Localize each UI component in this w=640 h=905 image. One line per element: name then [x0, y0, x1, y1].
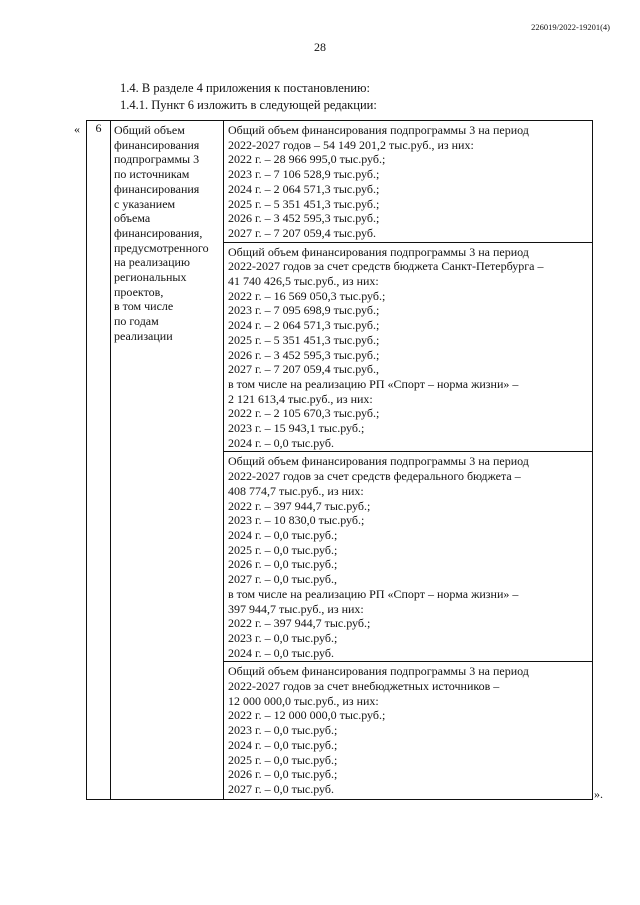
row-content-cell [224, 121, 593, 800]
financing-line: 41 740 426,5 тыс.руб., из них: [228, 274, 379, 289]
financing-line: 408 774,7 тыс.руб., из них: [228, 483, 364, 498]
financing-line: Общий объем финансирования подпрограммы 3 на период [228, 664, 529, 679]
page-number: 28 [314, 40, 326, 54]
financing-line: 2025 г. – 0,0 тыс.руб.; [228, 752, 338, 767]
financing-line: 2023 г. – 0,0 тыс.руб.; [228, 723, 338, 738]
financing-line: 2 121 613,4 тыс.руб., из них: [228, 391, 373, 406]
row-description-cell [111, 121, 224, 800]
financing-block [224, 121, 592, 243]
financing-line: 2026 г. – 3 452 595,3 тыс.руб.; [228, 211, 380, 226]
financing-line: 2025 г. – 5 351 451,3 тыс.руб.; [228, 332, 380, 347]
financing-block [224, 452, 592, 662]
intro-line-item: 1.4.1. Пункт 6 изложить в следующей редакции: [120, 98, 377, 112]
financing-line: 2024 г. – 2 064 571,3 тыс.руб.; [228, 181, 380, 196]
financing-line: 2024 г. – 0,0 тыс.руб.; [228, 527, 338, 542]
financing-line: 2024 г. – 0,0 тыс.руб. [228, 645, 334, 660]
financing-line: 2027 г. – 0,0 тыс.руб. [228, 781, 334, 796]
financing-line: 12 000 000,0 тыс.руб., из них: [228, 693, 379, 708]
financing-line: 2022 г. – 2 105 670,3 тыс.руб.; [228, 406, 380, 421]
financing-table [86, 120, 593, 800]
financing-line: 2022-2027 годов – 54 149 201,2 тыс.руб., из них: [228, 137, 474, 152]
financing-line: 2027 г. – 7 207 059,4 тыс.руб., [228, 362, 379, 377]
financing-block [224, 662, 592, 797]
intro-line-section: 1.4. В разделе 4 приложения к постановлению: [120, 81, 370, 95]
financing-line: 2023 г. – 10 830,0 тыс.руб.; [228, 513, 365, 528]
financing-line: 2026 г. – 3 452 595,3 тыс.руб.; [228, 347, 380, 362]
financing-line: 2023 г. – 7 106 528,9 тыс.руб.; [228, 167, 380, 182]
financing-line: 397 944,7 тыс.руб., из них: [228, 601, 364, 616]
financing-blocks [224, 121, 592, 798]
row-number: 6 [87, 121, 111, 800]
financing-line: 2022-2027 годов за счет внебюджетных источников – [228, 679, 500, 694]
financing-line: 2026 г. – 0,0 тыс.руб.; [228, 557, 338, 572]
closing-quote: ». [594, 787, 603, 801]
financing-line: Общий объем финансирования подпрограммы 3 на период [228, 244, 529, 259]
financing-line: Общий объем финансирования подпрограммы 3 на период [228, 123, 529, 137]
financing-line: 2026 г. – 0,0 тыс.руб.; [228, 767, 338, 782]
table-row [87, 121, 593, 800]
financing-line: 2023 г. – 7 095 698,9 тыс.руб.; [228, 303, 380, 318]
financing-block [224, 243, 592, 453]
financing-line: 2024 г. – 0,0 тыс.руб. [228, 435, 334, 450]
financing-line: 2027 г. – 0,0 тыс.руб., [228, 572, 337, 587]
opening-quote: « [74, 122, 80, 136]
financing-line: 2024 г. – 0,0 тыс.руб.; [228, 737, 338, 752]
financing-line: 2023 г. – 15 943,1 тыс.руб.; [228, 421, 365, 436]
financing-line: 2022 г. – 16 569 050,3 тыс.руб.; [228, 288, 386, 303]
financing-line: в том числе на реализацию РП «Спорт – норма жизни» – [228, 376, 519, 391]
financing-line: в том числе на реализацию РП «Спорт – норма жизни» – [228, 586, 519, 601]
financing-line: 2025 г. – 0,0 тыс.руб.; [228, 542, 338, 557]
financing-line: 2022 г. – 12 000 000,0 тыс.руб.; [228, 708, 386, 723]
financing-line: 2022 г. – 397 944,7 тыс.руб.; [228, 498, 371, 513]
financing-line: 2023 г. – 0,0 тыс.руб.; [228, 630, 338, 645]
financing-line: 2027 г. – 7 207 059,4 тыс.руб. [228, 225, 376, 240]
document-registration-number: 226019/2022-19201(4) [531, 22, 610, 32]
financing-line: 2025 г. – 5 351 451,3 тыс.руб.; [228, 196, 380, 211]
row-description: Общий объем финансирования подпрограммы 3 по источникам финансирования с указанием объема финансирования, предусмотренного на реализацию региональных проектов, в том числе по годам реализации [114, 123, 209, 343]
financing-line: 2022-2027 годов за счет средств бюджета Санкт-Петербурга – [228, 259, 544, 274]
financing-line: 2024 г. – 2 064 571,3 тыс.руб.; [228, 318, 380, 333]
financing-line: 2022 г. – 28 966 995,0 тыс.руб.; [228, 152, 386, 167]
financing-line: 2022-2027 годов за счет средств федерального бюджета – [228, 469, 521, 484]
financing-line: Общий объем финансирования подпрограммы 3 на период [228, 454, 529, 469]
financing-line: 2022 г. – 397 944,7 тыс.руб.; [228, 616, 371, 631]
